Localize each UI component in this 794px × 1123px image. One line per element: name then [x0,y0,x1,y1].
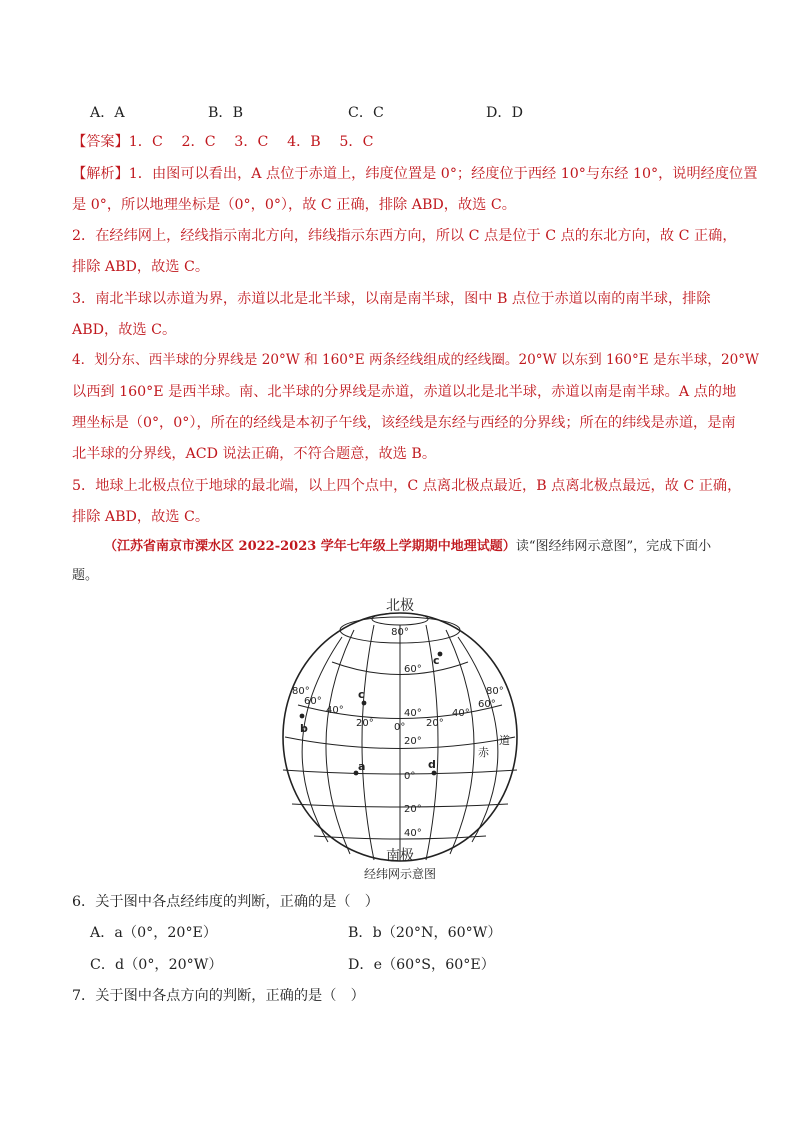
lat-label-s40: 40° [404,828,422,839]
lon-label-w80: 80° [292,686,310,697]
source-line-cont: 题。 [72,568,99,583]
globe-diagram [270,592,530,884]
lon-label-e40: 40° [452,708,470,719]
q6-option-d: D．e（60°S，60°E） [348,957,495,973]
analysis-label: 【解析】 [72,166,129,182]
lat-label-60: 60° [404,664,422,675]
lat-label-20: 20° [404,736,422,747]
source-citation: （江苏省南京市溧水区 2022-2023 学年七年级上学期期中地理试题） [104,539,516,554]
lon-label-e20: 20° [426,718,444,729]
analysis-line-5: 3．南北半球以赤道为界，赤道以北是北半球，以南是南半球，图中 B 点位于赤道以南的南半球，排除 [72,291,711,307]
answer-line [72,132,373,152]
cap-ring-inner [372,613,428,625]
meridian-w20 [362,625,374,860]
q6-option-b: B．b（20°N，60°W） [348,925,502,941]
point-d [432,771,437,776]
analysis-line-7: 4．划分东、西半球的分界线是 20°W 和 160°E 两条经线组成的经线圈。20°W 以东到 160°E 是东半球，20°W [72,352,760,368]
north-pole-label: 北极 [386,598,414,614]
answer-label: 【答案】 [72,134,129,150]
analysis-text: 1．由图可以看出，A 点位于赤道上，纬度位置是 0°；经度位于西经 10°与东经 10°，说明经度位置 [128,166,758,182]
meridian-e60 [458,637,498,842]
q7-stem: 7．关于图中各点方向的判断，正确的是（ ） [72,988,365,1004]
point-a-label: a [358,760,366,773]
analysis-line-1 [72,164,757,184]
point-d-label: d [428,758,436,771]
q6-option-a: A．a（0°，20°E） [90,925,218,941]
analysis-line-11: 5．地球上北极点位于地球的最北端，以上四个点中，C 点离北极点最近，B 点离北极点最远，故 C 正确， [72,478,742,494]
q6-option-c: C．d（0°，20°W） [90,957,223,973]
option-c: C．C [348,105,384,121]
lon-label-w40: 40° [326,705,344,716]
graticule-figure [270,592,530,884]
analysis-line-12: 排除 ABD，故选 C。 [72,509,210,525]
south-pole-label: 南极 [386,848,414,864]
analysis-line-2: 是 0°，所以地理坐标是（0°，0°），故 C 正确，排除 ABD，故选 C。 [72,197,516,213]
analysis-line-4: 排除 ABD，故选 C。 [72,259,210,275]
analysis-line-10: 北半球的分界线，ACD 说法正确，不符合题意，故选 B。 [72,446,437,462]
lon-label-w60: 60° [304,696,322,707]
meridian-w40 [326,630,354,854]
point-c-left-label: c [358,688,365,701]
lat-label-80: 80° [391,627,409,638]
meridian-w60 [302,637,342,842]
lat-label-s20: 20° [404,804,422,815]
source-instruction: 读“图经纬网示意图”，完成下面小 [515,539,712,554]
point-c-top-label: c [433,654,440,667]
q6-stem: 6．关于图中各点经纬度的判断，正确的是（ ） [72,894,379,910]
lon-label-e80: 80° [486,686,504,697]
analysis-line-3: 2．在经纬网上，经线指示南北方向，纬线指示东西方向，所以 C 点是位于 C 点的东北方向，故 C 正确， [72,228,737,244]
answer-text: 1．C 2．C 3．C 4．B 5．C [128,134,374,150]
lat-label-40: 40° [404,708,422,719]
lon-label-0: 0° [394,722,406,733]
meridian-e40 [446,630,474,854]
point-c-left [362,701,367,706]
source-line [104,537,711,557]
analysis-line-8: 以西到 160°E 是西半球。南、北半球的分界线是赤道，赤道以北是北半球，赤道以南是南半球。A 点的地 [72,384,737,400]
analysis-line-6: ABD，故选 C。 [72,322,177,338]
option-d: D．D [486,105,523,121]
option-b: B．B [208,105,244,121]
analysis-line-9: 理坐标是（0°，0°），所在的经线是本初子午线，该经线是东经与西经的分界线；所在的纬线是赤道，是南 [72,415,736,431]
lat-label-0: 0° [404,771,416,782]
equator-label-char2: 道 [499,734,510,747]
point-b [300,714,305,719]
point-b-label: b [300,722,308,735]
lon-label-e60: 60° [478,699,496,710]
lon-label-w20: 20° [356,718,374,729]
option-a: A．A [90,105,125,121]
figure-caption: 经纬网示意图 [363,867,437,881]
equator-label-char1: 赤 [478,746,489,759]
